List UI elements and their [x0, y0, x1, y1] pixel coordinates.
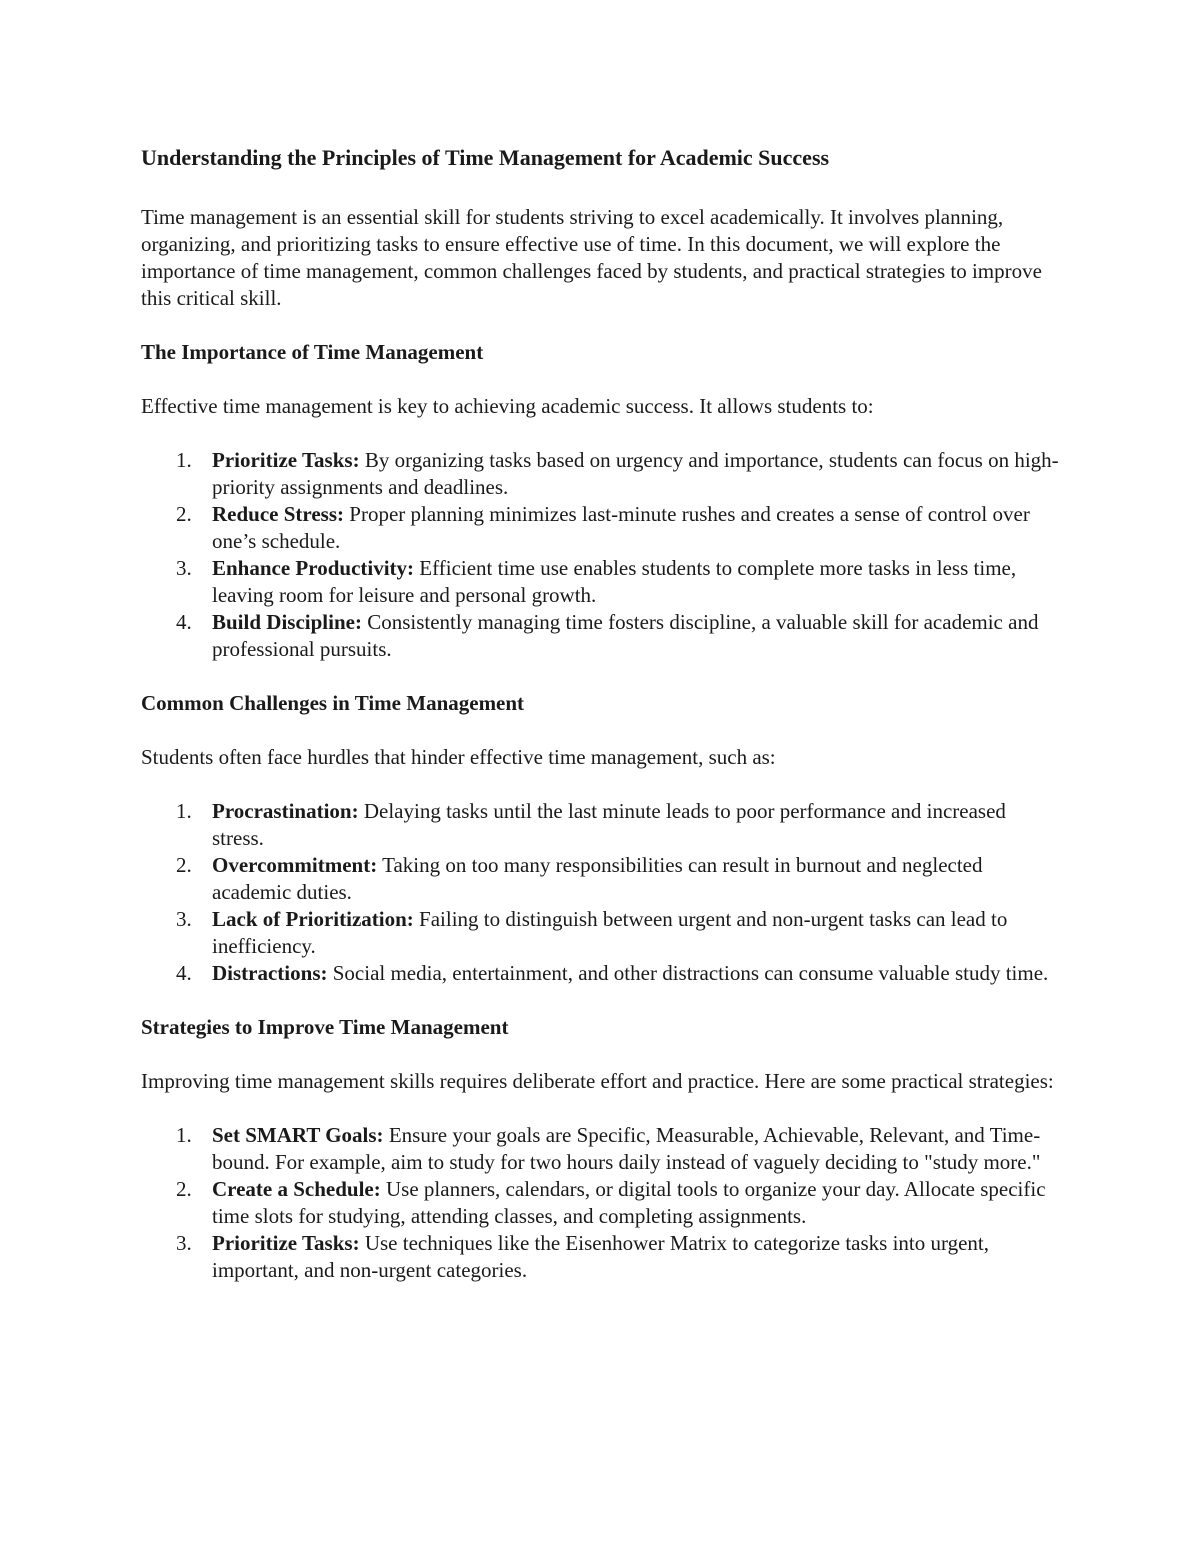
list-item-text: Taking on too many responsibilities can result in burnout and neglected academic duties.	[212, 853, 983, 904]
list-item-text: Ensure your goals are Specific, Measurable, Achievable, Relevant, and Time-bound. For example, aim to study for two hours daily instead of vaguely deciding to "study more."	[212, 1123, 1041, 1174]
section-heading: The Importance of Time Management	[141, 340, 484, 364]
list-item	[141, 501, 1061, 555]
list-item	[141, 852, 1061, 906]
numbered-list	[141, 1122, 1061, 1284]
list-item	[141, 906, 1061, 960]
section-lead: Effective time management is key to achieving academic success. It allows students to:	[141, 394, 874, 418]
list-item-term: Prioritize Tasks:	[212, 1231, 360, 1255]
section-lead: Improving time management skills requires deliberate effort and practice. Here are some practical strategies:	[141, 1069, 1054, 1093]
numbered-list	[141, 798, 1061, 987]
list-number: 4.	[176, 961, 192, 985]
list-item	[141, 1176, 1061, 1230]
list-item	[141, 1230, 1061, 1284]
list-number: 2.	[176, 502, 192, 526]
list-item-term: Set SMART Goals:	[212, 1123, 384, 1147]
document-title: Understanding the Principles of Time Management for Academic Success	[141, 145, 830, 170]
list-item-term: Enhance Productivity:	[212, 556, 415, 580]
list-item	[141, 609, 1061, 663]
list-number: 2.	[176, 1177, 192, 1201]
section-heading: Common Challenges in Time Management	[141, 691, 525, 715]
list-item-text: Consistently managing time fosters discipline, a valuable skill for academic and professional pursuits.	[212, 610, 1039, 661]
list-number: 3.	[176, 556, 192, 580]
list-item	[141, 555, 1061, 609]
section-strategies	[141, 1014, 1061, 1284]
section-challenges	[141, 690, 1061, 987]
list-item-text: Efficient time use enables students to complete more tasks in less time, leaving room for leisure and personal growth.	[212, 556, 1017, 607]
list-item	[141, 960, 1061, 987]
list-item-text: By organizing tasks based on urgency and importance, students can focus on high-priority assignments and deadlines.	[212, 448, 1059, 499]
list-item-term: Prioritize Tasks:	[212, 448, 360, 472]
section-heading: Strategies to Improve Time Management	[141, 1015, 509, 1039]
list-item-text: Proper planning minimizes last-minute rushes and creates a sense of control over one’s schedule.	[212, 502, 1030, 553]
list-number: 1.	[176, 1123, 192, 1147]
list-item-term: Distractions:	[212, 961, 328, 985]
list-item-term: Procrastination:	[212, 799, 359, 823]
list-item-text: Delaying tasks until the last minute leads to poor performance and increased stress.	[212, 799, 1006, 850]
list-number: 4.	[176, 610, 192, 634]
list-item	[141, 1122, 1061, 1176]
list-number: 1.	[176, 799, 192, 823]
list-item-text: Failing to distinguish between urgent and non-urgent tasks can lead to inefficiency.	[212, 907, 1008, 958]
list-item-term: Reduce Stress:	[212, 502, 345, 526]
list-item	[141, 447, 1061, 501]
list-item-text: Use techniques like the Eisenhower Matrix to categorize tasks into urgent, important, and non-urgent categories.	[212, 1231, 990, 1282]
list-number: 3.	[176, 907, 192, 931]
list-item-term: Create a Schedule:	[212, 1177, 381, 1201]
section-lead: Students often face hurdles that hinder effective time management, such as:	[141, 745, 776, 769]
list-item-term: Build Discipline:	[212, 610, 362, 634]
list-number: 3.	[176, 1231, 192, 1255]
list-item-term: Overcommitment:	[212, 853, 378, 877]
numbered-list	[141, 447, 1061, 663]
document-page	[141, 140, 1061, 1311]
list-number: 1.	[176, 448, 192, 472]
list-number: 2.	[176, 853, 192, 877]
list-item	[141, 798, 1061, 852]
list-item-text: Social media, entertainment, and other distractions can consume valuable study time.	[327, 961, 1049, 985]
list-item-term: Lack of Prioritization:	[212, 907, 414, 931]
section-importance	[141, 339, 1061, 663]
intro-paragraph: Time management is an essential skill for students striving to excel academically. It involves planning, organizing, and prioritizing tasks to ensure effective use of time. In this document, we will explore the importance of time management, common challenges faced by students, and practical strategies to improve this critical skill.	[141, 205, 1042, 310]
list-item-text: Use planners, calendars, or digital tools to organize your day. Allocate specific time slots for studying, attending classes, and completing assignments.	[212, 1177, 1046, 1228]
